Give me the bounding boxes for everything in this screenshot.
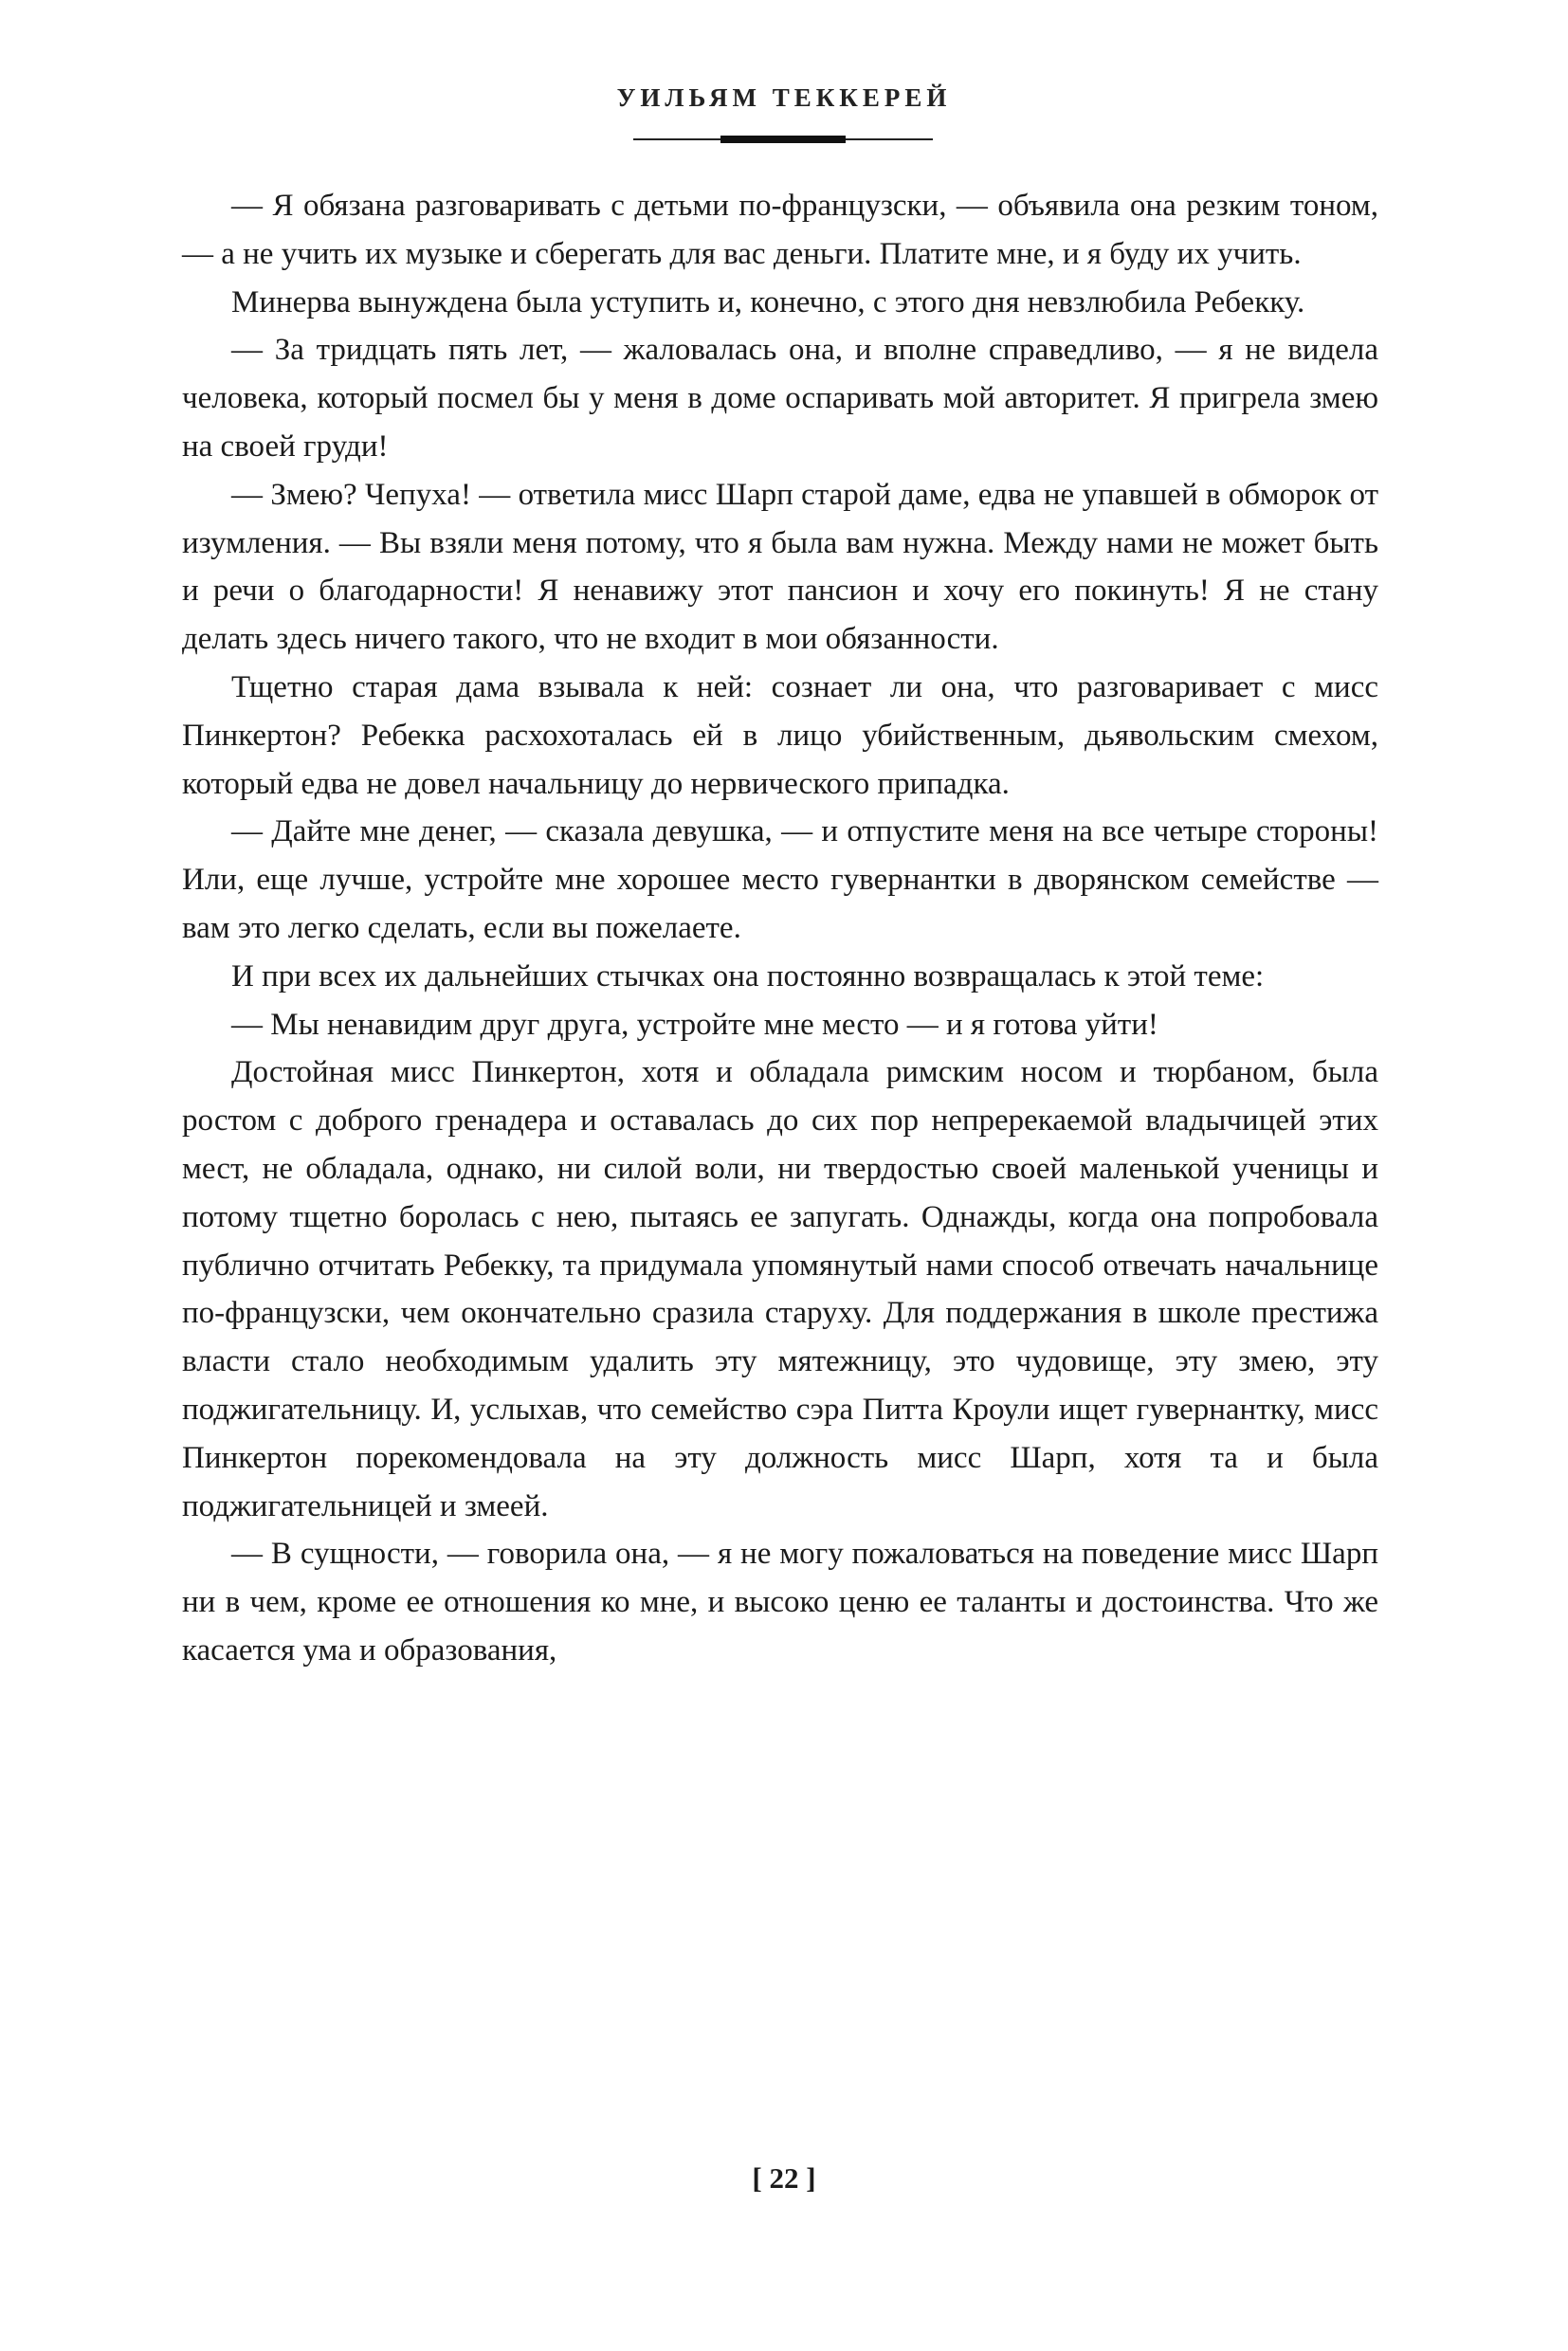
page-number: [ 22 ] <box>752 2161 816 2195</box>
paragraph-6: — Дайте мне денег, — сказала девушка, — и отпустите меня на все четыре стороны! Или, еще лучше, устройте мне хорошее место гувернантки в дворянском семействе — вам это легко сделать, если вы пожелаете. <box>182 814 1378 945</box>
running-title: УИЛЬЯМ ТЕККЕРЕЙ <box>616 83 952 112</box>
body-text <box>182 182 1378 1675</box>
paragraph-5: Тщетно старая дама взывала к ней: сознает ли она, что разговаривает с мисс Пинкертон? Ребекка расхохоталась ей в лицо убийственным, дьявольским смехом, который едва не довел начальницу до нервического припадка. <box>182 669 1378 801</box>
paragraph-10: — В сущности, — говорила она, — я не могу пожаловаться на поведение мисс Шарп ни в чем, кроме ее отношения ко мне, и высоко ценю ее таланты и достоинства. Что же касается ума и образования, <box>182 1537 1378 1668</box>
paragraph-2: Минерва вынуждена была уступить и, конечно, с этого дня невзлюбила Ребекку. <box>231 284 1305 319</box>
paragraph-4: — Змею? Чепуха! — ответила мисс Шарп старой даме, едва не упавшей в обморок от изумления. — Вы взяли меня потому, что я была вам нужна. Между нами не может быть и речи о благодарности! Я ненавижу этот пансион и хочу его покинуть! Я не стану делать здесь ничего такого, что не входит в мои обязанности. <box>182 477 1378 657</box>
paragraph-8: — Мы ненавидим друг друга, устройте мне место — и я готова уйти! <box>231 1007 1158 1042</box>
paragraph-1: — Я обязана разговаривать с детьми по-французски, — объявила она резким тоном, — а не учить их музыке и сберегать для вас деньги. Платите мне, и я буду их учить. <box>182 189 1378 271</box>
paragraph-7: И при всех их дальнейших стычках она постоянно возвращалась к этой теме: <box>231 958 1265 993</box>
header-rule-accent <box>720 136 846 143</box>
paragraph-9: Достойная мисс Пинкертон, хотя и обладала римским носом и тюрбаном, была ростом с доброго гренадера и оставалась до сих пор непререкаемой владычицей этих мест, не обладала, однако, ни силой воли, ни твердостью своей маленькой ученицы и потому тщетно боролась с нею, пытаясь ее запугать. Однажды, когда она попробовала публично отчитать Ребекку, та придумала упомянутый нами способ отвечать начальнице по-французски, чем окончательно сразила старуху. Для поддержания в школе престижа власти стало необходимым удалить эту мятежницу, это чудовище, эту змею, эту поджигательницу. И, услыхав, что семейство сэра Питта Кроули ищет гувернантку, мисс Пинкертон порекомендовала на эту должность мисс Шарп, хотя та и была поджигательницей и змеей. <box>182 1055 1378 1523</box>
paragraph-3: — За тридцать пять лет, — жаловалась она, и вполне справедливо, — я не видела человека, который посмел бы у меня в доме оспаривать мой авторитет. Я пригрела змею на своей груди! <box>182 333 1378 464</box>
